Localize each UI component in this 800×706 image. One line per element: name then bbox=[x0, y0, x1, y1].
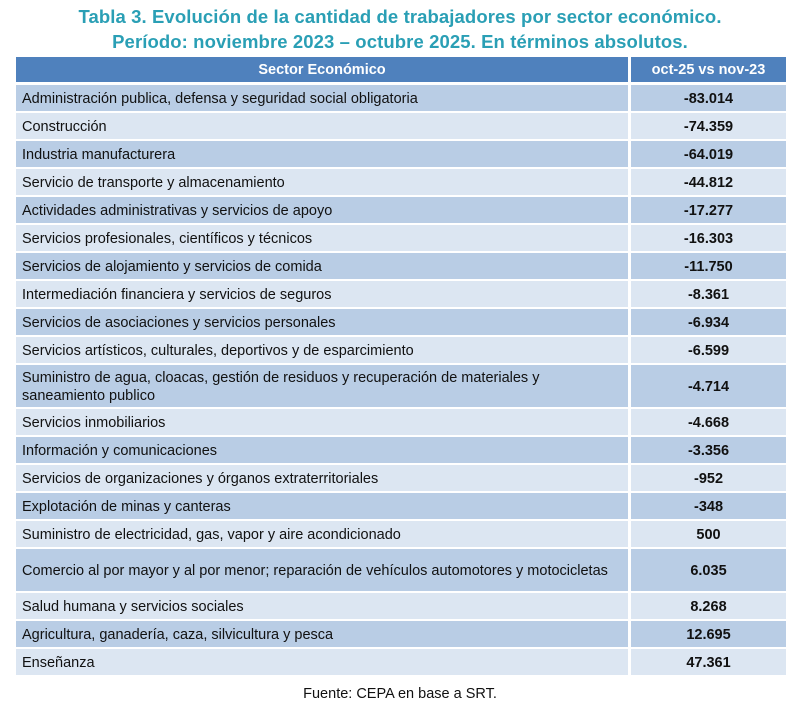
change-value-cell: 47.361 bbox=[631, 649, 786, 677]
change-value-cell: 6.035 bbox=[631, 549, 786, 593]
sector-table bbox=[16, 57, 786, 677]
change-value-cell: -11.750 bbox=[631, 253, 786, 281]
sector-name-cell: Servicio de transporte y almacenamiento bbox=[16, 169, 631, 197]
table-row bbox=[16, 365, 786, 409]
table-title: Tabla 3. Evolución de la cantidad de trabajadores por sector económico. bbox=[78, 6, 722, 27]
sector-name-cell: Enseñanza bbox=[16, 649, 631, 677]
table-row bbox=[16, 85, 786, 113]
column-header-change: oct-25 vs nov-23 bbox=[631, 57, 786, 85]
table-row bbox=[16, 141, 786, 169]
sector-name-cell: Servicios profesionales, científicos y técnicos bbox=[16, 225, 631, 253]
change-value-cell: -8.361 bbox=[631, 281, 786, 309]
sector-name-cell: Industria manufacturera bbox=[16, 141, 631, 169]
change-value-cell: -17.277 bbox=[631, 197, 786, 225]
change-value-cell: -6.934 bbox=[631, 309, 786, 337]
sector-name-cell: Servicios inmobiliarios bbox=[16, 409, 631, 437]
sector-name-cell: Actividades administrativas y servicios de apoyo bbox=[16, 197, 631, 225]
table-row bbox=[16, 113, 786, 141]
change-value-cell: 500 bbox=[631, 521, 786, 549]
sector-name-cell: Servicios de organizaciones y órganos extraterritoriales bbox=[16, 465, 631, 493]
change-value-cell: -83.014 bbox=[631, 85, 786, 113]
change-value-cell: 8.268 bbox=[631, 593, 786, 621]
table-row bbox=[16, 649, 786, 677]
change-value-cell: -952 bbox=[631, 465, 786, 493]
table-row bbox=[16, 409, 786, 437]
sector-name-cell: Información y comunicaciones bbox=[16, 437, 631, 465]
column-header-sector: Sector Económico bbox=[16, 57, 631, 85]
table-row bbox=[16, 337, 786, 365]
change-value-cell: -74.359 bbox=[631, 113, 786, 141]
table-body bbox=[16, 85, 786, 677]
table-subtitle: Período: noviembre 2023 – octubre 2025. En términos absolutos. bbox=[112, 31, 688, 52]
table-row bbox=[16, 437, 786, 465]
table-row bbox=[16, 465, 786, 493]
sector-name-cell: Construcción bbox=[16, 113, 631, 141]
sector-name-cell: Suministro de agua, cloacas, gestión de residuos y recuperación de materiales y saneamiento publico bbox=[16, 365, 631, 409]
table-row bbox=[16, 309, 786, 337]
table-row bbox=[16, 253, 786, 281]
table-row bbox=[16, 169, 786, 197]
table-row bbox=[16, 621, 786, 649]
table-row bbox=[16, 521, 786, 549]
table-row bbox=[16, 493, 786, 521]
source-note: Fuente: CEPA en base a SRT. bbox=[303, 686, 497, 702]
sector-name-cell: Servicios de alojamiento y servicios de comida bbox=[16, 253, 631, 281]
change-value-cell: -3.356 bbox=[631, 437, 786, 465]
sector-name-cell: Salud humana y servicios sociales bbox=[16, 593, 631, 621]
change-value-cell: 12.695 bbox=[631, 621, 786, 649]
sector-name-cell: Servicios artísticos, culturales, deportivos y de esparcimiento bbox=[16, 337, 631, 365]
table-row bbox=[16, 197, 786, 225]
sector-name-cell: Agricultura, ganadería, caza, silvicultura y pesca bbox=[16, 621, 631, 649]
sector-name-cell: Suministro de electricidad, gas, vapor y aire acondicionado bbox=[16, 521, 631, 549]
change-value-cell: -64.019 bbox=[631, 141, 786, 169]
change-value-cell: -6.599 bbox=[631, 337, 786, 365]
change-value-cell: -4.668 bbox=[631, 409, 786, 437]
table-row bbox=[16, 593, 786, 621]
table-row bbox=[16, 225, 786, 253]
sector-name-cell: Explotación de minas y canteras bbox=[16, 493, 631, 521]
change-value-cell: -16.303 bbox=[631, 225, 786, 253]
change-value-cell: -348 bbox=[631, 493, 786, 521]
table-row bbox=[16, 549, 786, 593]
sector-name-cell: Intermediación financiera y servicios de seguros bbox=[16, 281, 631, 309]
sector-name-cell: Comercio al por mayor y al por menor; reparación de vehículos automotores y motocicletas bbox=[16, 549, 631, 593]
change-value-cell: -4.714 bbox=[631, 365, 786, 409]
table-row bbox=[16, 281, 786, 309]
sector-name-cell: Administración publica, defensa y seguridad social obligatoria bbox=[16, 85, 631, 113]
sector-name-cell: Servicios de asociaciones y servicios personales bbox=[16, 309, 631, 337]
table-header-row bbox=[16, 57, 786, 85]
change-value-cell: -44.812 bbox=[631, 169, 786, 197]
